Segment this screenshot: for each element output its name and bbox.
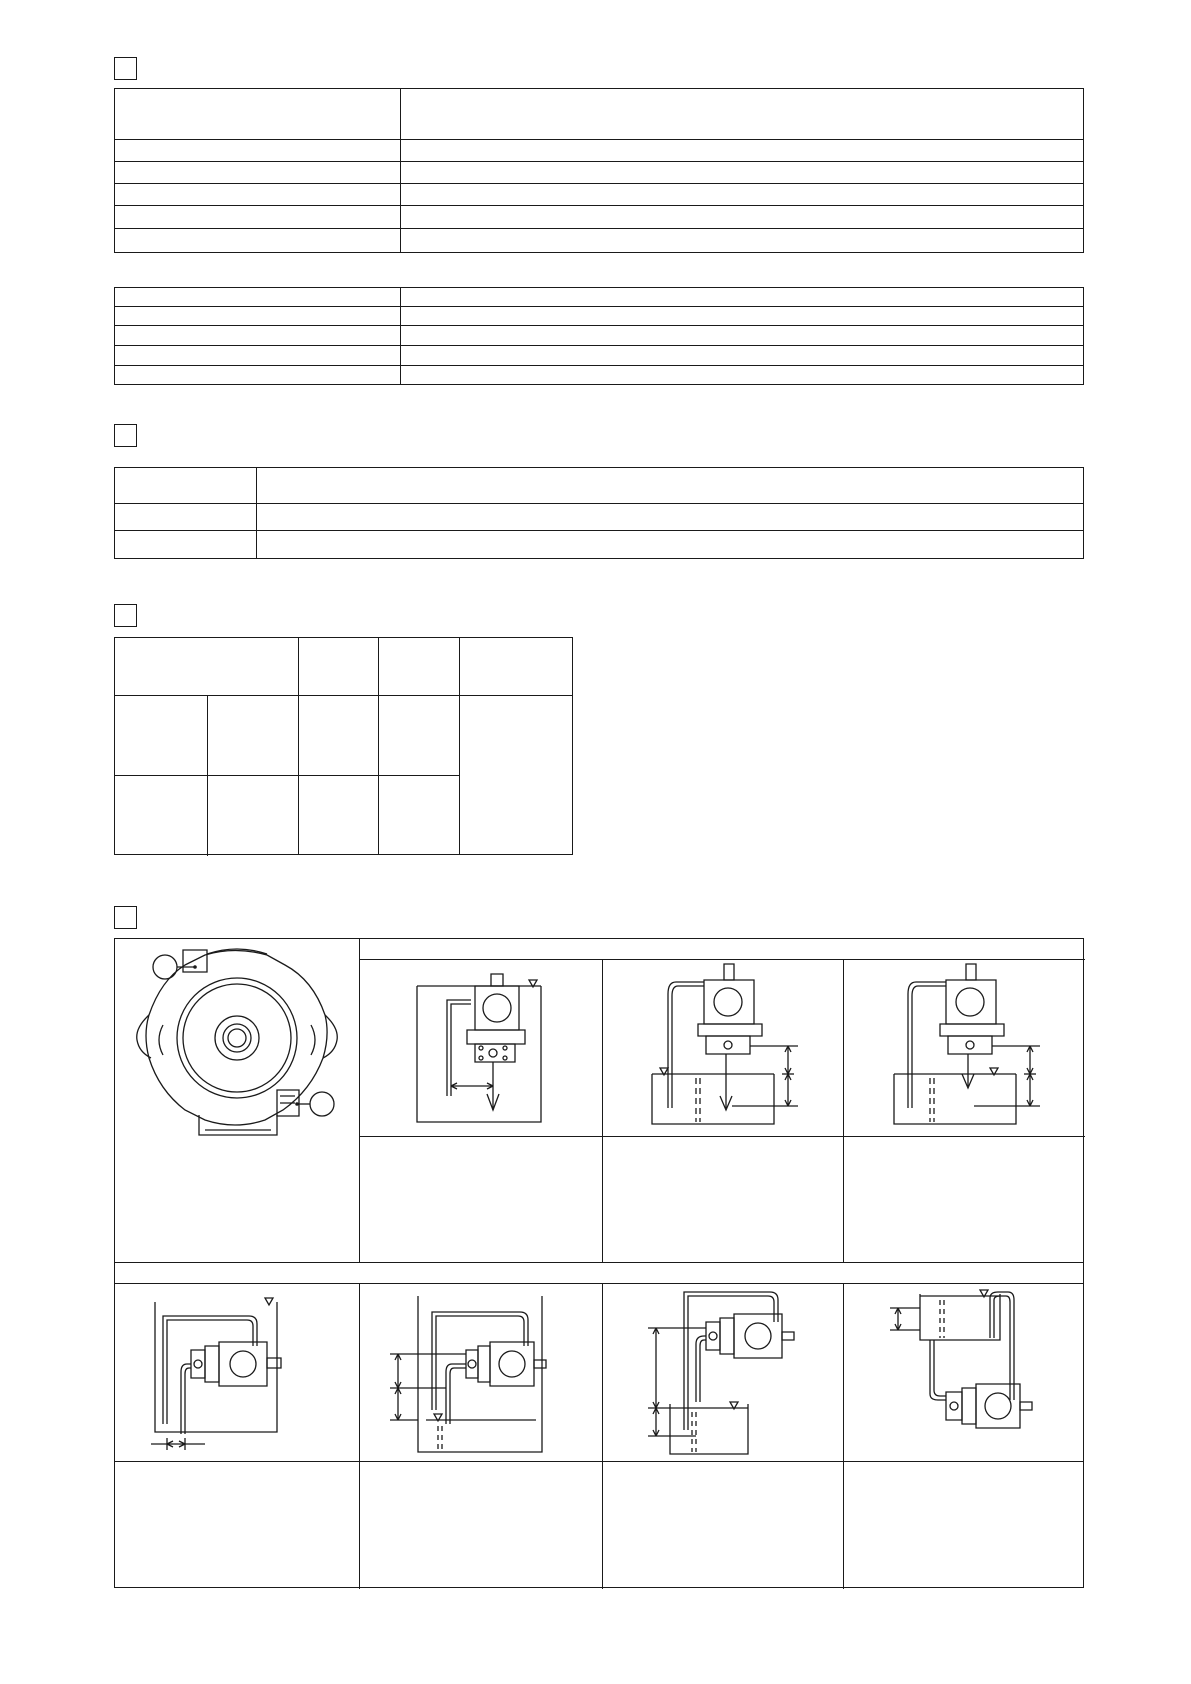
pump-front-view-icon bbox=[135, 940, 340, 1140]
pump-horizontal-in-tank-loop-icon bbox=[386, 1290, 556, 1456]
table-1b bbox=[114, 287, 1084, 385]
table-cell bbox=[115, 89, 400, 139]
section-marker-1 bbox=[114, 57, 137, 80]
table-3 bbox=[114, 637, 573, 855]
section-marker-2 bbox=[114, 424, 137, 447]
table-1a bbox=[114, 88, 1084, 253]
pump-vertical-above-tank-alt-icon bbox=[890, 960, 1050, 1126]
pump-horizontal-in-tank-icon bbox=[145, 1292, 295, 1452]
pump-horizontal-above-tank-icon bbox=[648, 1286, 808, 1456]
table-2 bbox=[114, 467, 1084, 559]
section-marker-3 bbox=[114, 604, 137, 627]
pump-vertical-above-tank-icon bbox=[648, 960, 808, 1126]
pump-horizontal-below-tank-icon bbox=[884, 1290, 1044, 1460]
pump-vertical-in-tank-icon bbox=[415, 974, 555, 1124]
section-marker-4 bbox=[114, 906, 137, 929]
